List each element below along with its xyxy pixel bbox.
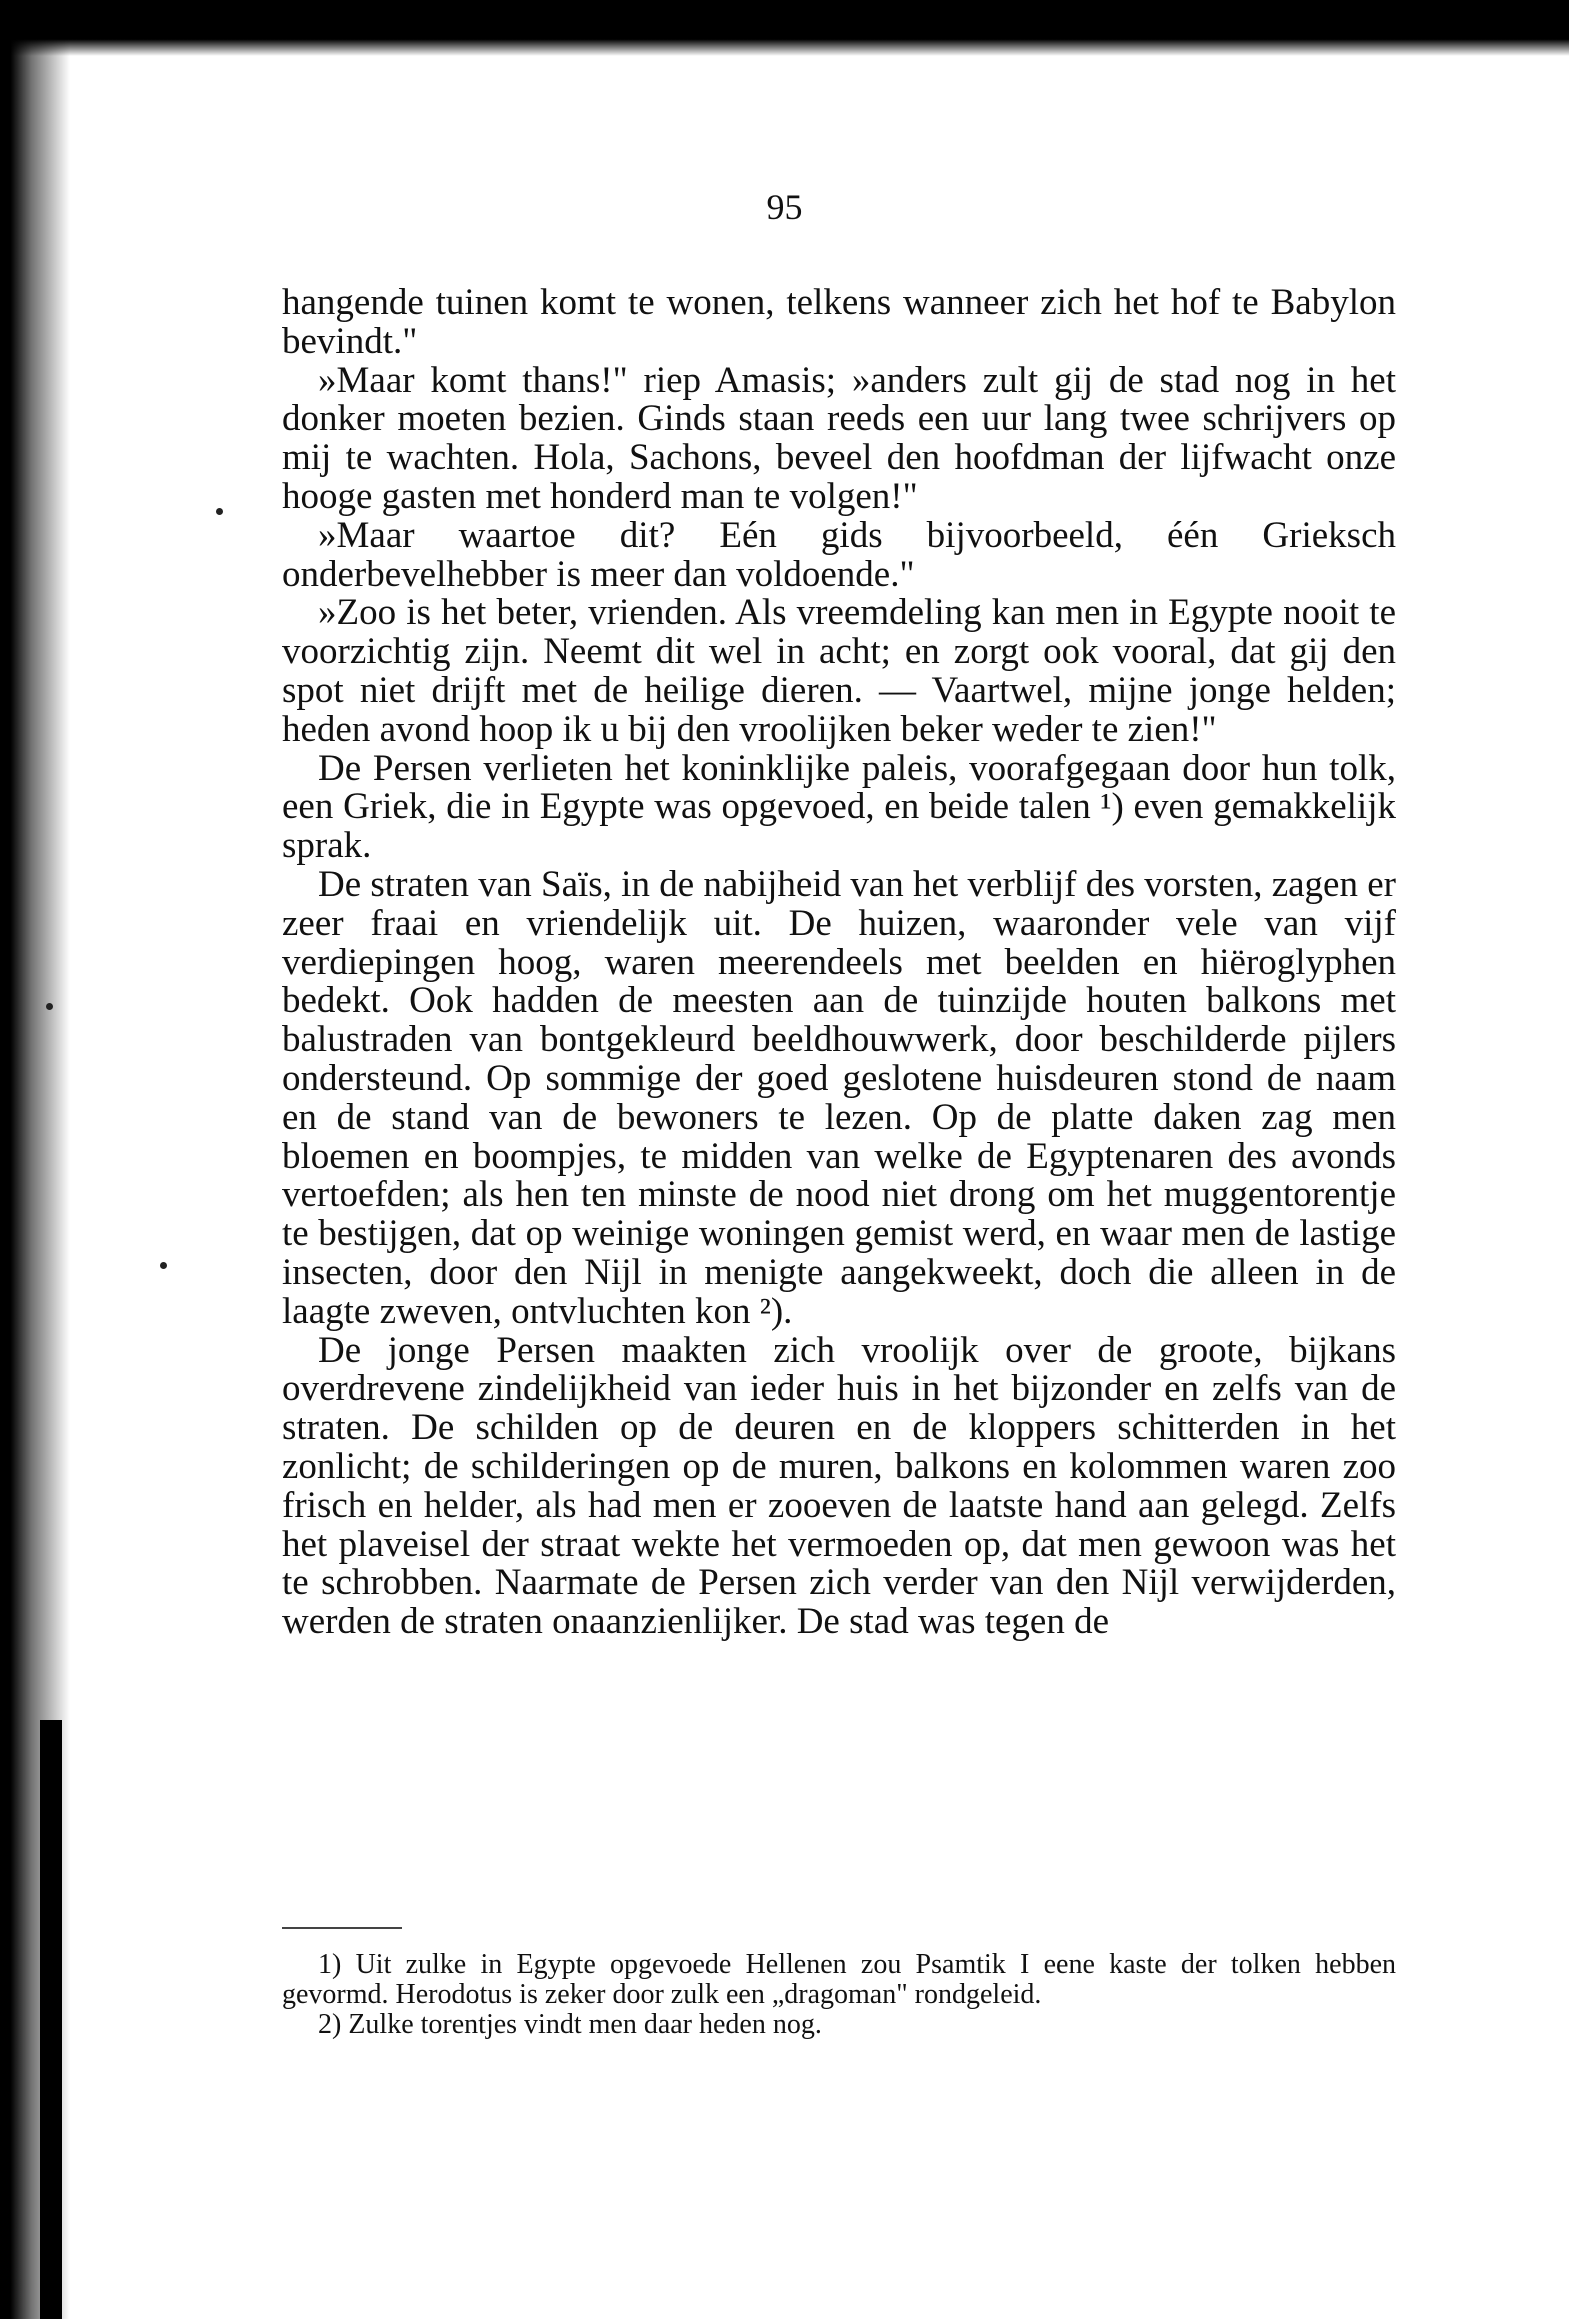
paragraph: »Maar waartoe dit? Eén gids bijvoorbeeld, één Grieksch onderbevelhebber is meer dan voldoende." — [282, 514, 1396, 595]
paragraph: »Zoo is het beter, vrienden. Als vreemdeling kan men in Egypte nooit te voorzichtig zijn. Neemt dit wel in acht; en zorgt ook vooral, dat gij den spot niet drijft met de heilige dieren. — Vaartwel, mijne jonge helden; heden avond hoop ik u bij den vroolijken beker weder te zien!" — [282, 592, 1396, 750]
paragraph: hangende tuinen komt te wonen, telkens wanneer zich het hof te Babylon bevindt." — [282, 282, 1396, 362]
page-number: 95 — [766, 187, 803, 227]
margin-mark — [160, 1262, 167, 1269]
paragraph: De Persen verlieten het koninklijke paleis, voorafgegaan door hun tolk, een Griek, die in Egypte was opgevoed, en beide talen ¹) even gemakkelijk sprak. — [282, 747, 1396, 867]
margin-mark — [46, 1003, 53, 1010]
paragraph: »Maar komt thans!" riep Amasis; »anders zult gij de stad nog in het donker moeten bezien. Ginds staan reeds een uur lang twee schrijvers op mij te wachten. Hola, Sachons, beveel den hoofdman der lijfwacht onze hooge gasten met honderd man te volgen!" — [282, 359, 1396, 517]
footnote: 2) Zulke torentjes vindt men daar heden nog. — [318, 2009, 822, 2040]
footnote-separator — [282, 1927, 402, 1929]
paragraph: De jonge Persen maakten zich vroolijk over de groote, bijkans overdrevene zindelijkheid van ieder huis in het bijzonder en zelfs van de straten. De schilden op de deuren en de kloppers schitterden in het zonlicht; de schilderingen op de muren, balkons en kolommen waren zoo frisch en helder, als had men er zooeven de laatste hand aan gelegd. Zelfs het plaveisel der straat wekte het vermoeden op, dat men gewoon was het te schrobben. Naarmate de Persen zich verder van den Nijl verwijderden, werden de straten onaanzienlijker. De stad was tegen de — [282, 1329, 1396, 1643]
body-text — [282, 284, 1396, 1642]
paragraph: De straten van Saïs, in de nabijheid van het verblijf des vorsten, zagen er zeer fraai en vriendelijk uit. De huizen, waaronder vele van vijf verdiepingen hoog, waren meerendeels met beelden en hiëroglyphen bedekt. Ook hadden de meesten aan de tuinzijde houten balkons met balustraden van bontgekleurd beeldhouwwerk, door beschilderde pijlers ondersteund. Op sommige der goed geslotene huisdeuren stond de naam en de stand van de bewoners te lezen. Op de platte daken zag men bloemen en boompjes, te midden van welke de Egyptenaren des avonds vertoefden; als hen ten minste de nood niet drong om het muggentorentje te bestijgen, dat op weinige woningen gemist werd, en waar men de lastige insecten, door den Nijl in menigte aangekweekt, doch die alleen in de laagte zweven, ontvluchten kon ²). — [282, 863, 1396, 1332]
margin-mark — [216, 508, 223, 515]
footnotes — [282, 1950, 1396, 2040]
scan-left-edge-band — [40, 1720, 62, 2319]
scan-top-edge — [0, 0, 1569, 56]
footnote: 1) Uit zulke in Egypte opgevoede Hellenen zou Psamtik I eene kaste der tolken hebben gevormd. Herodotus is zeker door zulk een „dragoman" rondgeleid. — [282, 1949, 1396, 2010]
